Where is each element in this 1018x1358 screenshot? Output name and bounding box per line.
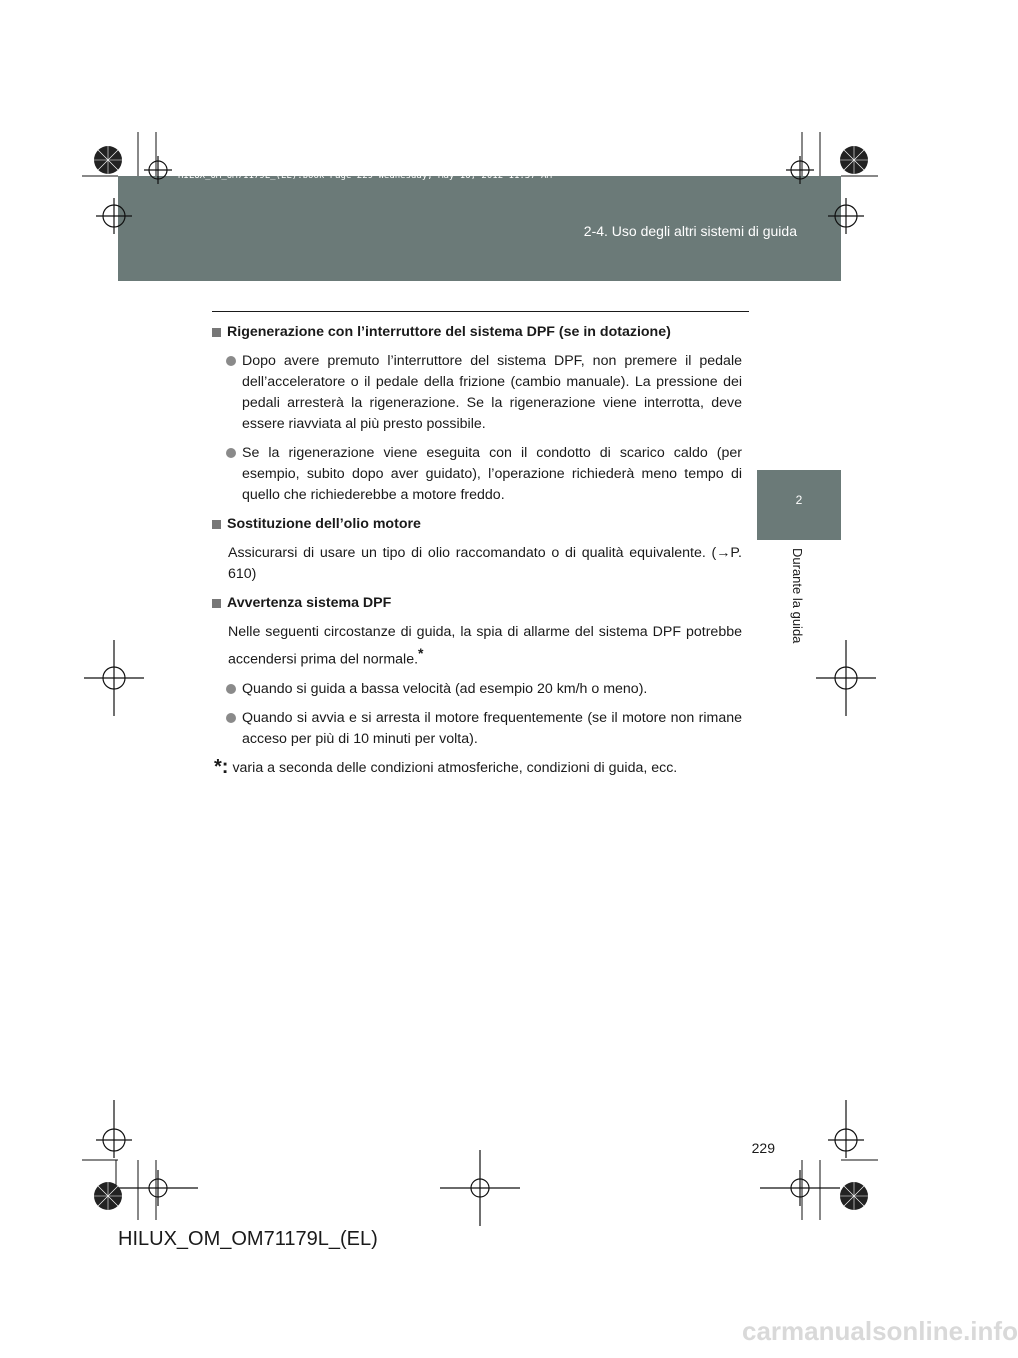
page-number: 229 <box>751 1140 775 1156</box>
footnote: *: varia a seconda delle condizioni atmosferiche, condizioni di guida, ecc. <box>214 755 678 778</box>
list-item: Quando si guida a bassa velocità (ad esempio 20 km/h o meno). <box>226 679 742 700</box>
heading-dpf-regeneration: Rigenerazione con l’interruttore del sistema DPF (se in dotazione) <box>212 322 742 343</box>
footnote-ref: * <box>418 645 424 661</box>
oil-change-text: Assicurarsi di usare un tipo di olio raccomandato o di qualità equivalente. (→P. 610) <box>228 545 742 582</box>
book-code: HILUX_OM_OM71179L_(EL) <box>118 1228 378 1250</box>
section-title: 2-4. Uso degli altri sistemi di guida <box>583 223 797 239</box>
watermark: carmanualsonline.info <box>742 1316 1018 1346</box>
heading-oil-change: Sostituzione dell’olio motore <box>212 514 742 535</box>
dpf-warning-text: Nelle seguenti circostanze di guida, la spia di allarme del sistema DPF potrebbe accendersi prima del normale.* <box>228 624 742 668</box>
list-item: Quando si avvia e si arresta il motore frequentemente (se il motore non rimane acceso per più di 10 minuti per volta). <box>226 708 742 750</box>
side-tab-number: 2 <box>757 470 841 540</box>
side-tab-label: Durante la guida <box>790 548 805 644</box>
list-item: Se la rigenerazione viene eseguita con il condotto di scarico caldo (per esempio, subito dopo aver guidato), l’operazione richiederà meno tempo di quello che richiederebbe a motore freddo. <box>226 443 742 506</box>
heading-dpf-warning: Avvertenza sistema DPF <box>212 593 742 614</box>
file-stamp: HILUX_OM_OM71179L_(EL).book Page 229 Wednesday, May 16, 2012 11:37 AM <box>178 171 552 181</box>
list-item: Dopo avere premuto l’interruttore del sistema DPF, non premere il pedale dell’acceleratore o il pedale della frizione (cambio manuale). La pressione dei pedali arresterà la rigenerazione. Se la rigenerazione viene interrotta, deve essere riavviata al più presto possibile. <box>226 351 742 435</box>
